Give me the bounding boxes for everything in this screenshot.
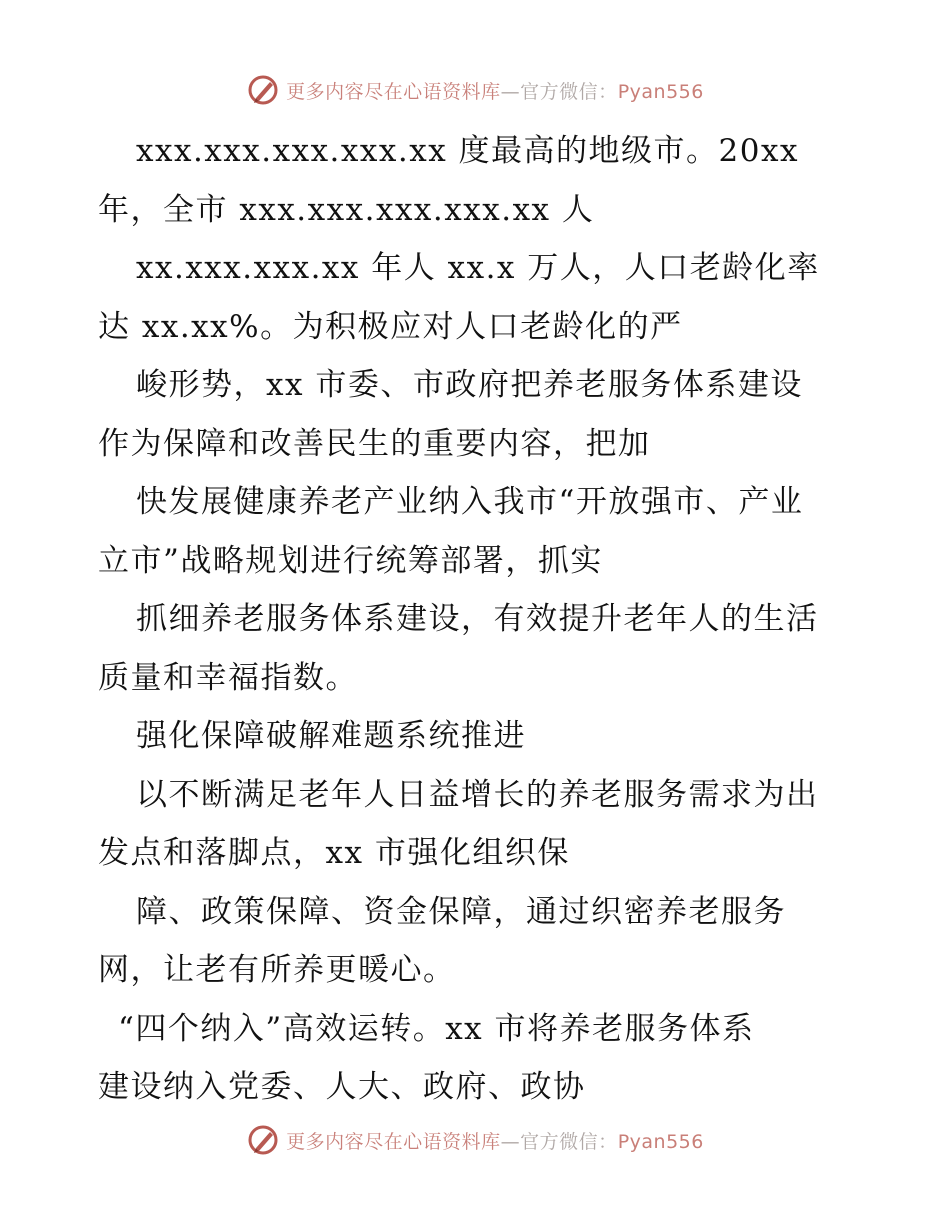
text-line: 发点和落脚点，xx 市强化组织保 [98, 835, 570, 871]
watermark-text [286, 77, 704, 104]
text-line: 峻形势，xx 市委、市政府把养老服务体系建设 [136, 367, 803, 403]
text-line: 作为保障和改善民生的重要内容，把加 [98, 425, 651, 462]
watermark-brand: 更多内容尽在心语资料库 [286, 1130, 501, 1153]
text-line: 质量和幸福指数。 [98, 659, 358, 696]
pen-circle-icon [246, 1123, 280, 1157]
text-line: “四个纳入”高效运转。xx 市将养老服务体系 [118, 1010, 755, 1047]
pen-circle-icon [246, 73, 280, 107]
watermark-wechat-id: Pyan556 [617, 80, 704, 103]
watermark-wechat-id: Pyan556 [617, 1130, 704, 1153]
header-watermark [0, 70, 950, 110]
watermark-brand: 更多内容尽在心语资料库 [286, 80, 501, 103]
document-body [98, 122, 858, 1117]
text-line: 网，让老有所养更暖心。 [98, 952, 456, 988]
text-line: 立市”战略规划进行统筹部署，抓实 [98, 542, 603, 579]
text-line: 达 xx.xx%。为积极应对人口老龄化的严 [98, 308, 683, 345]
text-line: 障、政策保障、资金保障，通过织密养老服务 [136, 893, 786, 930]
section-heading: 强化保障破解难题系统推进 [136, 718, 526, 754]
watermark-label: —官方微信： [500, 1130, 618, 1153]
watermark-text [286, 1127, 704, 1154]
watermark-label: —官方微信： [500, 80, 618, 103]
text-line: 抓细养老服务体系建设，有效提升老年人的生活 [136, 601, 819, 637]
text-line: 建设纳入党委、人大、政府、政协 [98, 1069, 586, 1105]
text-line: 年，全市 xxx.xxx.xxx.xxx.xx 人 [98, 191, 595, 228]
text-line: xx.xxx.xxx.xx 年人 xx.x 万人，人口老龄化率 [136, 250, 820, 286]
footer-watermark [0, 1120, 950, 1160]
text-line: 以不断满足老年人日益增长的养老服务需求为出 [136, 776, 819, 813]
text-line: xxx.xxx.xxx.xxx.xx 度最高的地级市。20xx [136, 133, 799, 169]
text-line: 快发展健康养老产业纳入我市“开放强市、产业 [136, 484, 804, 520]
